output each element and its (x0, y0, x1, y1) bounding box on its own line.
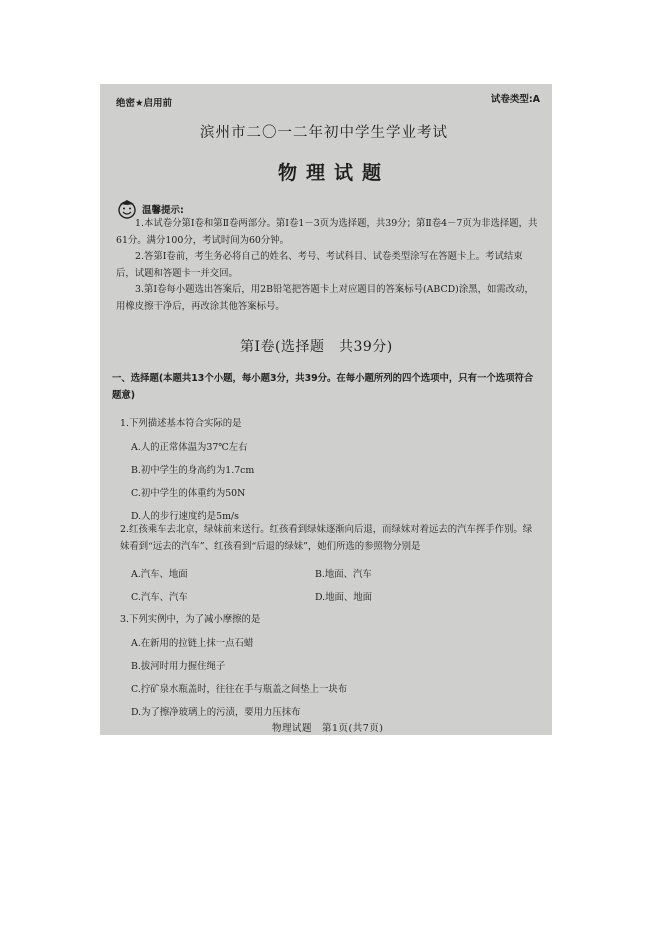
answer-option: C.拧矿泉水瓶盖时，往往在手与瓶盖之间垫上一块布 (131, 684, 348, 695)
answer-option: B.初中学生的身高约为1.7cm (131, 465, 255, 476)
answer-option: D.人的步行速度约是5m/s (131, 511, 239, 522)
paper-type-label: 试卷类型:A (490, 94, 540, 105)
notice-item: 3.第Ⅰ卷每小题选出答案后，用2B铅笔把答题卡上对应题目的答案标号(ABCD)涂黑，如需改动，用橡皮擦干净后，再改涂其他答案标号。 (116, 284, 534, 312)
answer-option: D.为了擦净玻璃上的污渍，要用力压抹布 (131, 707, 301, 718)
exam-page (100, 84, 552, 735)
answer-option: A.人的正常体温为37℃左右 (131, 442, 248, 453)
question-stem: 2.红孩乘车去北京，绿妹前来送行。红孩看到绿妹逐渐向后退，而绿妹对着远去的汽车挥手作别。绿妹看到“远去的汽车”、红孩看到“后退的绿妹”，她们所选的参照物分别是 (120, 524, 533, 552)
question-stem: 3.下列实例中，为了减小摩擦的是 (120, 614, 261, 625)
question-stem: 1.下列描述基本符合实际的是 (120, 418, 242, 429)
answer-option: A.汽车、地面 (131, 569, 188, 580)
notice-heading-text: 温馨提示: (142, 205, 184, 216)
page-footer: 物理试题 第1页(共7页) (272, 723, 384, 734)
answer-option: D.地面、地面 (315, 592, 373, 603)
subject-title: 物理试题 (278, 162, 391, 184)
notice-item: 1.本试卷分第Ⅰ卷和第Ⅱ卷两部分。第Ⅰ卷1－3页为选择题，共39分；第Ⅱ卷4－7页为非选择题，共61分。满分100分，考试时间为60分钟。 (116, 218, 538, 246)
section-title: 第Ⅰ卷(选择题 共39分) (240, 339, 393, 355)
answer-option: C.初中学生的体重约为50N (131, 488, 246, 499)
answer-option: A.在新用的拉链上抹一点石蜡 (131, 638, 254, 649)
notice-item: 2.答第Ⅰ卷前，考生务必将自己的姓名、考号、考试科目、试卷类型涂写在答题卡上。考试结束后，试题和答题卡一并交回。 (116, 251, 523, 279)
answer-option: C.汽车、汽车 (131, 592, 188, 603)
part-intro: 一、选择题(本题共13个小题，每小题3分，共39分。在每小题所列的四个选项中，只有一个选项符合题意) (112, 373, 534, 401)
answer-option: B.地面、汽车 (315, 569, 372, 580)
answer-option: B.拔河时用力握住绳子 (131, 661, 226, 672)
exam-title: 滨州市二〇一二年初中学生学业考试 (200, 125, 448, 141)
secret-label: 绝密★启用前 (116, 98, 173, 109)
